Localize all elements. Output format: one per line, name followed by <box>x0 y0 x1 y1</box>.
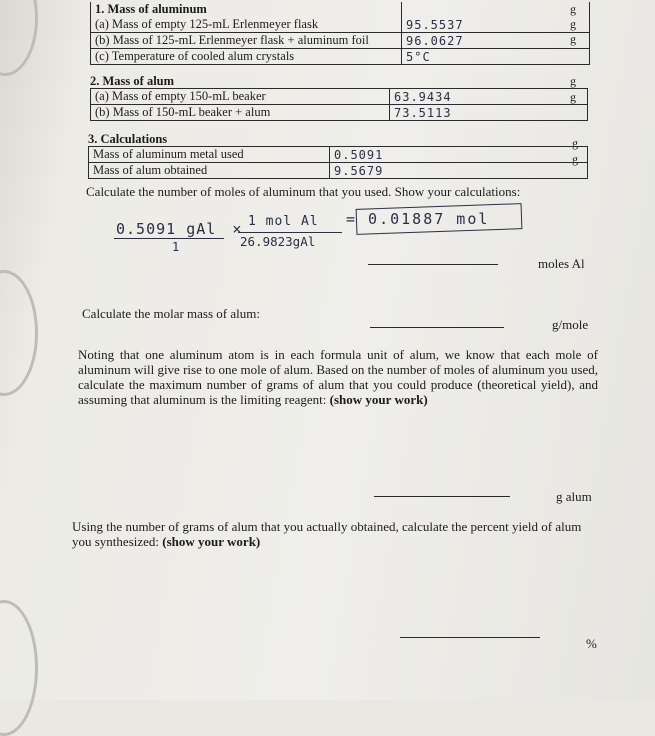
handwritten-value: 96.0627 <box>402 33 590 49</box>
handwritten-value: 63.9434 <box>390 89 588 105</box>
unit-label: g <box>570 2 576 16</box>
row-label: (c) Temperature of cooled alum crystals <box>91 49 402 65</box>
unit-label: g alum <box>556 489 592 504</box>
table-row <box>91 33 590 49</box>
fraction-bar <box>114 238 224 239</box>
fraction-bar <box>238 232 342 233</box>
table-row <box>91 89 588 105</box>
question-molar-mass: Calculate the molar mass of alum: <box>82 306 260 321</box>
unit-label: g/mole <box>552 317 589 332</box>
table-row <box>89 147 588 163</box>
unit-label: % <box>586 636 597 651</box>
work-result: = 0.01887 mol <box>346 210 490 228</box>
section-title: 2. Mass of alum <box>90 74 175 88</box>
answer-box <box>356 203 523 235</box>
handwritten-work <box>116 220 242 238</box>
row-label: Mass of alum obtained <box>89 163 330 179</box>
table-row <box>89 163 588 179</box>
handwritten-value: 5°C <box>402 49 590 65</box>
binder-ring-top <box>0 0 38 76</box>
handwritten-value: 73.5113 <box>390 105 588 121</box>
answer-blank[interactable] <box>368 264 498 265</box>
unit-label: g <box>570 90 576 104</box>
work-denominator: 1 <box>172 240 181 254</box>
row-label: (b) Mass of 150-mL beaker + alum <box>91 105 390 121</box>
question-theoretical-yield: Noting that one aluminum atom is in each formula unit of alum, we know that each mole of aluminum will give rise to one mole of alum. Based on the number of moles of aluminum you used, calculate the maximum number of grams of alum that you could produce (theoretical yield), and assuming that aluminum is the limiting reagent: (show your work) <box>78 347 598 407</box>
binder-ring-bottom <box>0 600 38 736</box>
section-title: 1. Mass of aluminum <box>95 2 207 16</box>
question-moles-aluminum: Calculate the number of moles of aluminum that you used. Show your calculations: <box>86 184 521 199</box>
unit-label: g <box>572 152 578 166</box>
row-label: (b) Mass of 125-mL Erlenmeyer flask + aluminum foil <box>91 33 402 49</box>
handwritten-value: 0.5091 <box>330 147 588 163</box>
unit-label: moles Al <box>538 256 585 271</box>
unit-label: g <box>570 74 576 88</box>
binder-ring-middle <box>0 270 38 396</box>
row-label: Mass of aluminum metal used <box>89 147 330 163</box>
question-percent-yield: Using the number of grams of alum that you actually obtained, calculate the percent yield of alum you synthesized: (show your work) <box>72 519 582 549</box>
unit-label: g <box>572 136 578 150</box>
section-title: 3. Calculations <box>88 132 168 146</box>
table-row <box>91 105 588 121</box>
work-times: × <box>232 220 243 238</box>
work-numerator: 0.5091 gAl <box>116 220 217 238</box>
answer-blank[interactable] <box>374 496 510 497</box>
handwritten-value: 95.5537 <box>402 2 590 33</box>
row-label: (a) Mass of empty 125-mL Erlenmeyer flask <box>95 17 319 31</box>
calculations-table <box>88 146 588 179</box>
table-row <box>91 49 590 65</box>
unit-label: g <box>570 17 576 31</box>
mass-of-aluminum-table <box>90 2 590 65</box>
answer-blank[interactable] <box>400 637 540 638</box>
unit-label: g <box>570 32 576 46</box>
mass-of-alum-table <box>90 88 588 121</box>
handwritten-value: 9.5679 <box>330 163 588 179</box>
row-label: (a) Mass of empty 150-mL beaker <box>91 89 390 105</box>
work-numerator: 1 mol Al <box>248 214 319 229</box>
work-denominator: 26.9823gAl <box>240 234 316 249</box>
answer-blank[interactable] <box>370 327 504 328</box>
table-row <box>91 2 590 33</box>
